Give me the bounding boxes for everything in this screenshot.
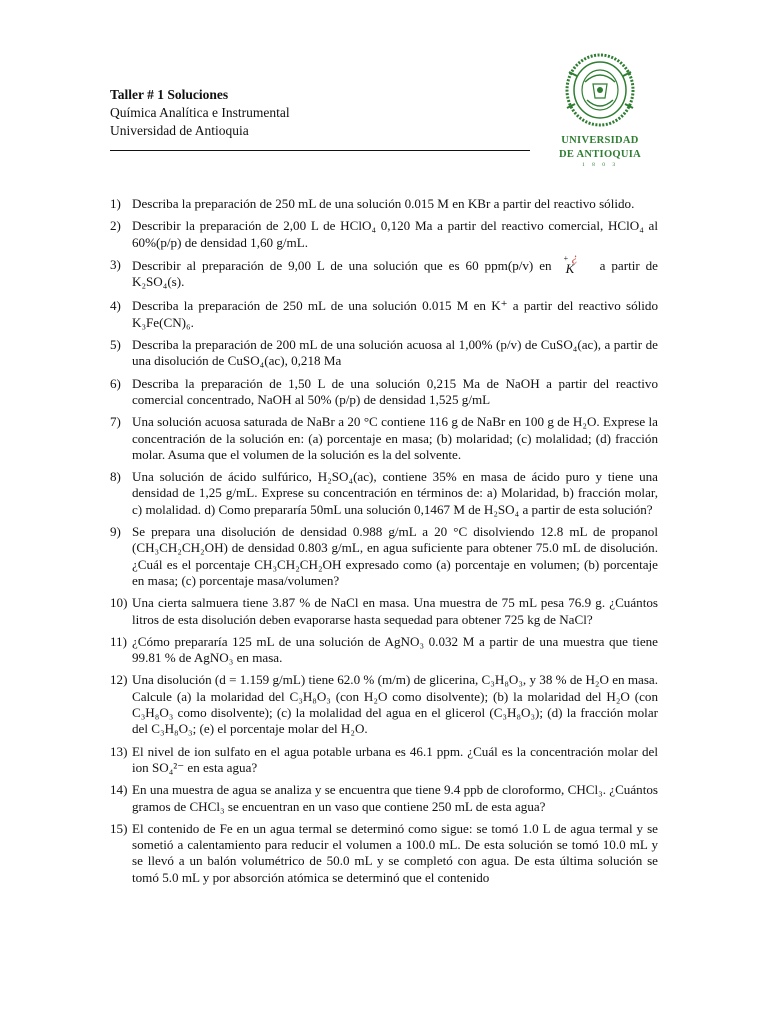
item-text: Una solución acuosa saturada de NaBr a 20 °C contiene 116 g de NaBr en 100 g de H₂O. Exprese la concentración de la solución en: (a) porcentaje en masa; (b) molaridad; (c) molalidad; (d) fracción molar. Asuma que el volumen de la solución es la del solvente. xyxy=(132,414,658,462)
exercise-item xyxy=(110,337,658,370)
exercise-item xyxy=(110,782,658,815)
exercise-item xyxy=(110,298,658,331)
course-name: Química Analítica e Instrumental xyxy=(110,105,290,120)
exercise-item xyxy=(110,634,658,667)
item-text: ¿Cómo prepararía 125 mL de una solución de AgNO₃ 0.032 M a partir de una muestra que tiene 99.81 % de AgNO₃ en masa. xyxy=(132,633,658,666)
item-text: El nivel de ion sulfato en el agua potable urbana es 46.1 ppm. ¿Cuál es la concentración molar del ion SO₄²⁻ en esta agua? xyxy=(132,743,658,775)
item-number: 2) xyxy=(110,218,121,234)
item-number: 6) xyxy=(110,375,121,391)
item-number: 1) xyxy=(110,196,121,211)
university-seal-icon xyxy=(557,52,643,128)
university-logo xyxy=(552,52,648,168)
item-text: Describir la preparación de 2,00 L de HClO₄ 0,120 Ma a partir del reactivo comercial, HClO₄ al 60%(p/p) de densidad 1,60 g/mL. xyxy=(132,218,658,250)
item-number: 10) xyxy=(110,595,128,611)
item-number: 9) xyxy=(110,524,121,540)
item-text: Una solución de ácido sulfúrico, H₂SO₄(ac), contiene 35% en masa de ácido puro y tiene una densidad de 1,25 g/mL. Exprese su concentración en términos de: a) Molaridad, b) fracción molar, c) molalidad. d) Como prepararía 50mL una solución 0,1467 M de H₂SO₄ a partir de esta solución? xyxy=(132,469,658,517)
item-text: Una cierta salmuera tiene 3.87 % de NaCl en masa. Una muestra de 75 mL pesa 76.9 g. ¿Cuántos litros de esta disolución deben evaporarse hasta sequedad para obtener 725 kg de NaCl? xyxy=(132,595,658,627)
logo-text-line1: UNIVERSIDAD xyxy=(561,135,639,146)
document-header xyxy=(110,86,530,140)
exercise-item xyxy=(110,414,658,463)
exercise-list xyxy=(110,196,658,892)
item-number: 8) xyxy=(110,469,121,485)
exercise-item xyxy=(110,196,658,212)
logo-text-line2: DE ANTIOQUIA xyxy=(558,149,642,160)
exercise-item xyxy=(110,595,658,628)
exercise-item xyxy=(110,672,658,737)
item-text: Describa la preparación de 1,50 L de una solución 0,215 Ma de NaOH a partir del reactivo comercial concentrado, NaOH al 50% (p/p) de densidad 1,525 g/mL xyxy=(132,375,658,407)
item-number: 12) xyxy=(110,672,128,688)
university-name: Universidad de Antioquia xyxy=(110,123,249,138)
logo-year: 1 8 0 3 xyxy=(581,162,619,168)
item-number: 5) xyxy=(110,337,121,353)
item-number: 15) xyxy=(110,820,128,836)
item-number: 11) xyxy=(110,633,127,649)
item-number: 4) xyxy=(110,298,121,314)
document-title: Taller # 1 Soluciones xyxy=(110,87,229,102)
exercise-item xyxy=(110,218,658,251)
item-text: Describa la preparación de 250 mL de una solución 0.015 M en K⁺ a partir del reactivo sólido K₃Fe(CN)₆. xyxy=(132,298,658,330)
item-text: Describa la preparación de 250 mL de una solución 0.015 M en KBr a partir del reactivo sólido. xyxy=(132,196,635,211)
header-divider xyxy=(110,150,530,151)
item-text: En una muestra de agua se analiza y se encuentra que tiene 9.4 ppb de cloroformo, CHCl₃. ¿Cuántos gramos de CHCl₃ se encuentran en un vaso que contiene 250 mL de esta agua? xyxy=(132,782,658,814)
item-text: El contenido de Fe en un agua termal se determinó como sigue: se tomó 1.0 L de agua termal y se sometió a calentamiento para reducir el volumen a 100.0 mL. De esta solución se tomó 10.0 mL y se llevó a un balón volumétrico de 50.0 mL y se completó con agua. De esta última solución se tomó 5.0 mL y por absorción atómica se determinó que el contenido xyxy=(132,820,658,885)
exercise-item xyxy=(110,524,658,589)
item-text-continued: a partir de K₂SO₄(s). xyxy=(132,257,658,290)
item-text: Una disolución (d = 1.159 g/mL) tiene 62.0 % (m/m) de glicerina, C₃H₈O₃, y 38 % de H₂O en masa. Calcule (a) la molaridad del C₃H₈O₃ (con H₂O como disolvente); (b) la molaridad del H₂O (con C₃H₈O₃ como disolvente); (c) la molalidad del agua en el glicerol (C₃H₈O₃); (d) la fracción molar del C₃H₈O₃; (e) el porcentaje molar del H₂O. xyxy=(132,672,659,737)
potassium-ion-formula: + ¿ K xyxy=(563,249,578,276)
exercise-item xyxy=(110,376,658,409)
exercise-item xyxy=(110,249,658,291)
exercise-item xyxy=(110,744,658,777)
item-number: 13) xyxy=(110,743,128,759)
item-text: Describir al preparación de 9,00 L de una solución que es 60 ppm(p/v) en xyxy=(132,257,552,273)
item-number: 3) xyxy=(110,256,121,272)
item-text: Describa la preparación de 200 mL de una solución acuosa al 1,00% (p/v) de CuSO₄(ac), a partir de una disolución de CuSO₄(ac), 0,218 Ma xyxy=(132,337,658,369)
item-text: Se prepara una disolución de densidad 0.988 g/mL a 20 °C disolviendo 12.8 mL de propanol (CH₃CH₂CH₂OH) de densidad 0.803 g/mL, en agua suficiente para obtener 75.0 mL de disolución. ¿Cuál es el porcentaje CH₃CH₂CH₂OH expresado como (a) porcentaje en volumen; (b) porcentaje en masa; (c) porcentaje masa/volumen? xyxy=(132,524,658,588)
exercise-item xyxy=(110,821,658,886)
exercise-item xyxy=(110,469,658,518)
item-number: 7) xyxy=(110,414,121,430)
item-number: 14) xyxy=(110,782,128,798)
